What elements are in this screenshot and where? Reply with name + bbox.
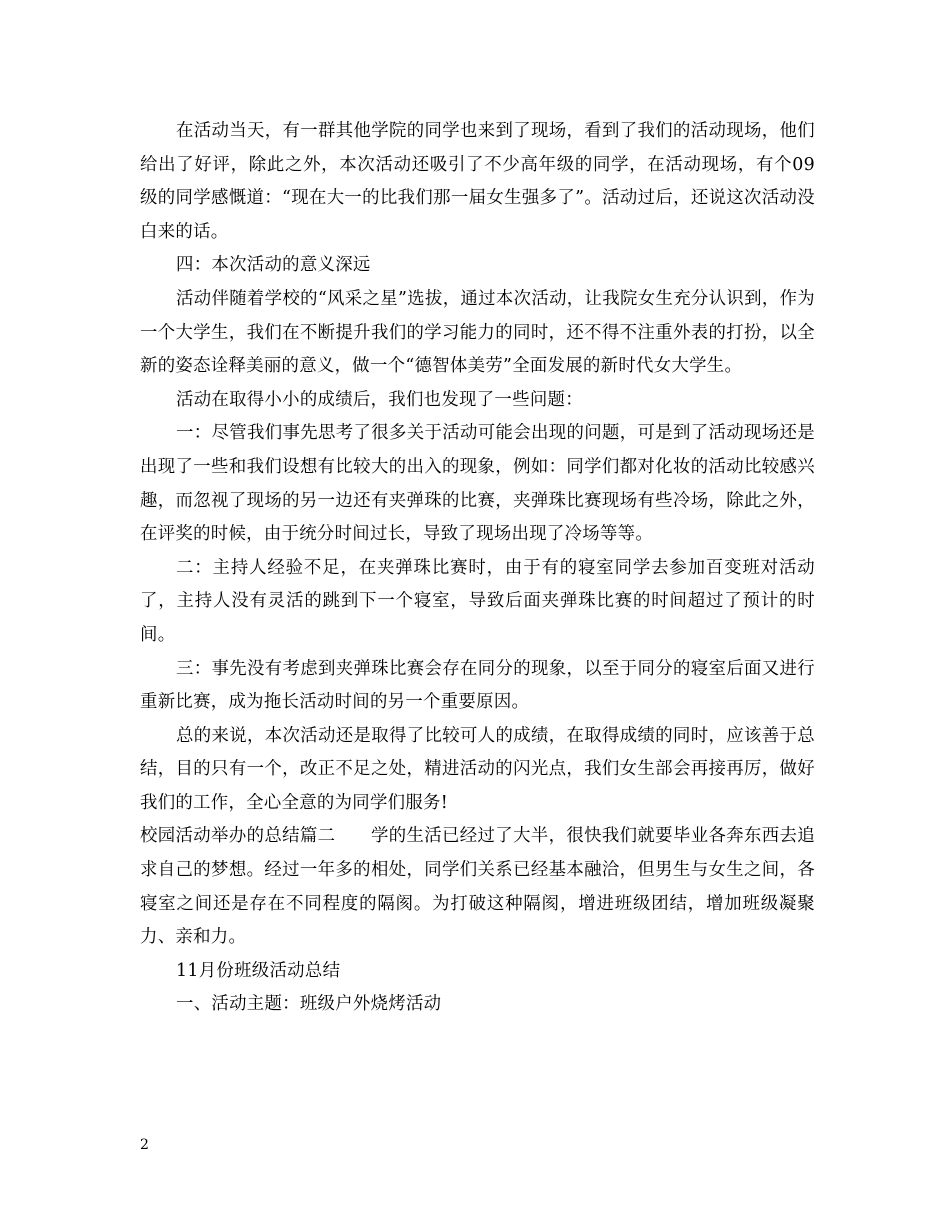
paragraph-problems-intro: 活动在取得小小的成绩后，我们也发现了一些问题： <box>176 389 583 410</box>
paragraph-activity-day: 在活动当天，有一群其他学院的同学也来到了现场，看到了我们的活动现场，他们给出了好评，除此之外，本次活动还吸引了不少高年级的同学，在活动现场，有个09级的同学感慨道：“现在大一的比我们那一届女生强多了”。活动过后，还说这次活动没白来的话。 <box>140 121 815 242</box>
page-number: 2 <box>140 1137 149 1153</box>
heading-activity-theme: 一、活动主题：班级户外烧烤活动 <box>176 994 442 1015</box>
heading-section-four: 四：本次活动的意义深远 <box>176 255 371 276</box>
paragraph-problem-three: 三：事先没有考虑到夹弹珠比赛会存在同分的现象，以至于同分的寝室后面又进行重新比赛，成为拖长活动时间的另一个重要原因。 <box>140 658 815 713</box>
paragraph-problem-one: 一：尽管我们事先思考了很多关于活动可能会出现的问题，可是到了活动现场还是出现了一些和我们设想有比较大的出入的现象，例如：同学们都对化妆的活动比较感兴趣，而忽视了现场的另一边还有夹弹珠的比赛，夹弹珠比赛现场有些冷场，除此之外，在评奖的时候，由于统分时间过长，导致了现场出现了冷场等等。 <box>140 423 815 545</box>
paragraph-significance: 活动伴随着学校的“风采之星”选拔，通过本次活动，让我院女生充分认识到，作为一个大学生，我们在不断提升我们的学习能力的同时，还不得不注重外表的打扮，以全新的姿态诠释美丽的意义，做一个“德智体美劳”全面发展的新时代女大学生。 <box>140 288 815 377</box>
paragraph-part-two-intro: 校园活动举办的总结篇二 学的生活已经过了大半，很快我们就要毕业各奔东西去追求自己的梦想。经过一年多的相处，同学们关系已经基本融洽，但男生与女生之间，各寝室之间还是存在不同程度的隔阂。为打破这种隔阂，增进班级团结，增加班级凝聚力、亲和力。 <box>140 826 815 948</box>
heading-november-summary: 11月份班级活动总结 <box>176 960 341 981</box>
paragraph-summary: 总的来说，本次活动还是取得了比较可人的成绩，在取得成绩的同时，应该善于总结，目的只有一个，改正不足之处，精进活动的闪光点，我们女生部会再接再厉，做好我们的工作，全心全意的为同学们服务! <box>140 725 815 813</box>
document-body <box>140 115 815 1022</box>
paragraph-problem-two: 二：主持人经验不足，在夹弹珠比赛时，由于有的寝室同学去参加百变班对活动了，主持人没有灵活的跳到下一个寝室，导致后面夹弹珠比赛的时间超过了预计的时间。 <box>140 557 815 645</box>
